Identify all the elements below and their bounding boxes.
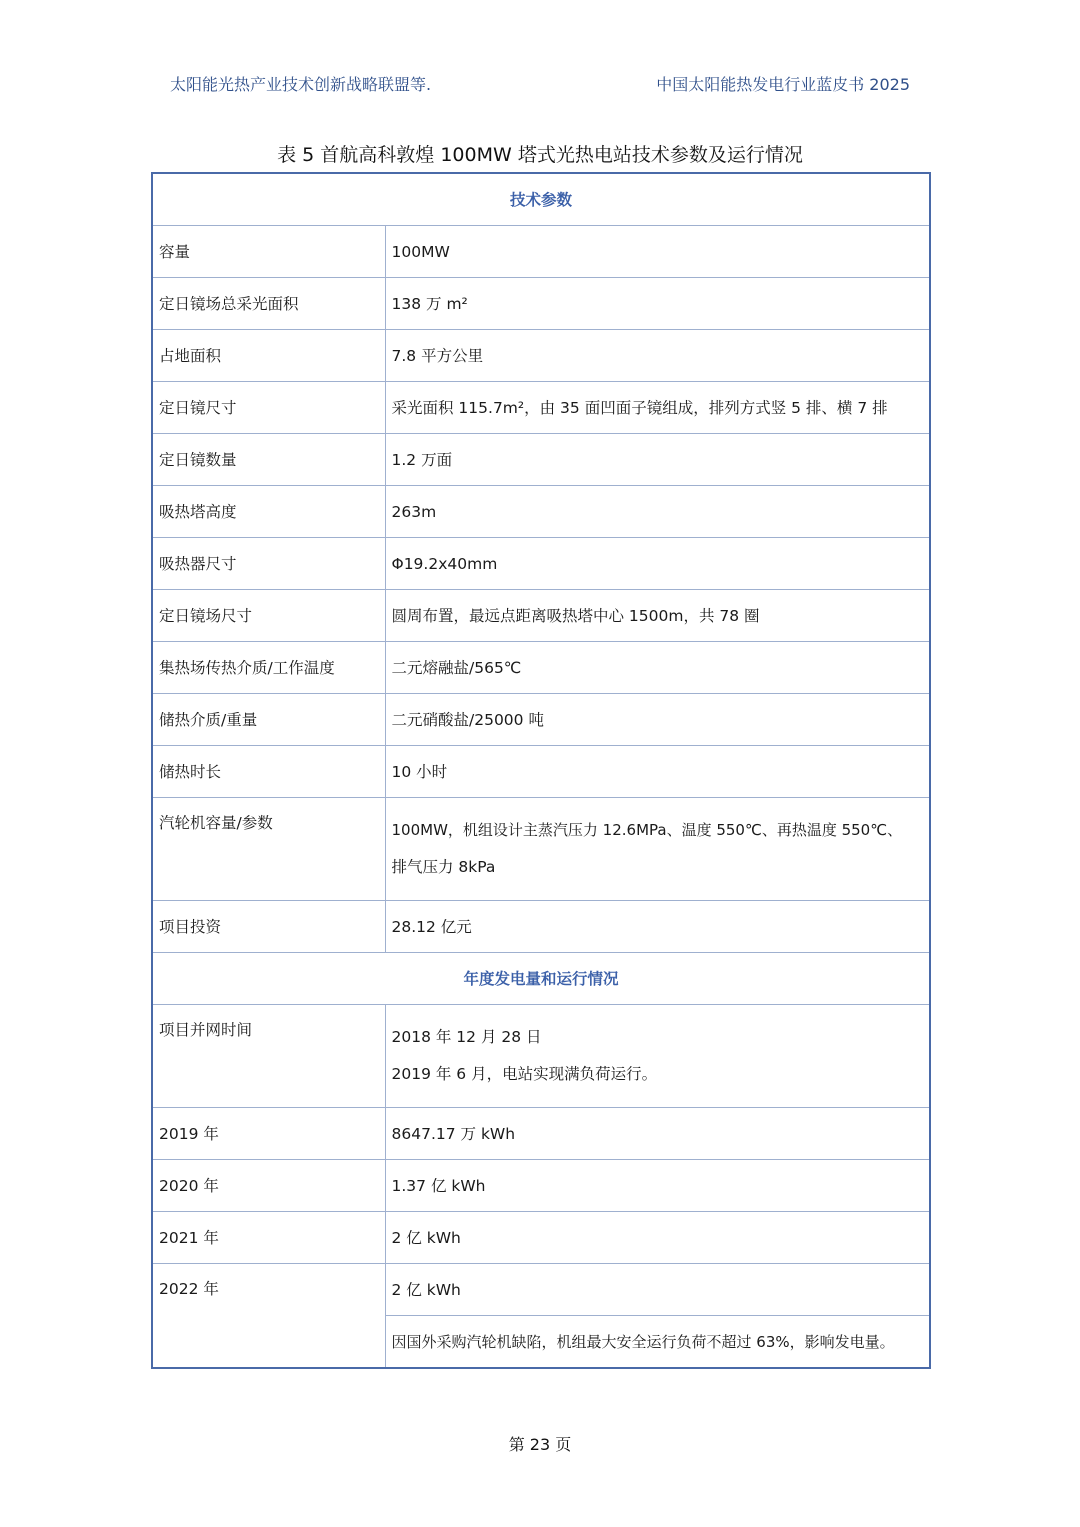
row-value: 2 亿 kWh	[385, 1264, 930, 1316]
row-key: 容量	[152, 226, 385, 278]
header-right-text: 中国太阳能热发电行业蓝皮书 2025	[656, 75, 910, 94]
row-value: 263m	[385, 486, 930, 538]
row-key: 集热场传热介质/工作温度	[152, 642, 385, 694]
section-title-operation: 年度发电量和运行情况	[152, 953, 930, 1005]
row-value: 28.12 亿元	[385, 901, 930, 953]
parameters-table	[151, 172, 931, 1369]
row-key: 2019 年	[152, 1108, 385, 1160]
row-key: 汽轮机容量/参数	[152, 798, 385, 901]
row-value: 1.37 亿 kWh	[385, 1160, 930, 1212]
row-value-line2: 排气压力 8kPa	[391, 858, 496, 876]
row-value: 1.2 万面	[385, 434, 930, 486]
table-row	[152, 538, 930, 590]
table-row	[152, 278, 930, 330]
table-row	[152, 590, 930, 642]
page-number: 第 23 页	[508, 1435, 572, 1454]
row-key: 2021 年	[152, 1212, 385, 1264]
operation-note: 因国外采购汽轮机缺陷，机组最大安全运行负荷不超过 63%，影响发电量。	[385, 1316, 930, 1369]
row-key: 吸热塔高度	[152, 486, 385, 538]
row-value-line1: 2018 年 12 月 28 日	[391, 1028, 542, 1046]
table-row	[152, 1264, 930, 1316]
row-key: 项目并网时间	[152, 1005, 385, 1108]
table-row	[152, 330, 930, 382]
table-row	[152, 798, 930, 901]
row-key: 项目投资	[152, 901, 385, 953]
row-value: 二元硝酸盐/25000 吨	[385, 694, 930, 746]
row-value: 二元熔融盐/565℃	[385, 642, 930, 694]
row-value-line2: 2019 年 6 月，电站实现满负荷运行。	[391, 1065, 658, 1083]
table-row	[152, 694, 930, 746]
row-value: 100MW	[385, 226, 930, 278]
table-title: 表 5 首航高科敦煌 100MW 塔式光热电站技术参数及运行情况	[277, 144, 803, 166]
section-title-technical: 技术参数	[152, 173, 930, 226]
row-key: 占地面积	[152, 330, 385, 382]
row-key: 2020 年	[152, 1160, 385, 1212]
table-row	[152, 901, 930, 953]
row-value	[385, 1005, 930, 1108]
section-header-row	[152, 173, 930, 226]
row-value: 圆周布置，最远点距离吸热塔中心 1500m，共 78 圈	[385, 590, 930, 642]
row-key: 储热介质/重量	[152, 694, 385, 746]
table-row	[152, 1005, 930, 1108]
table-row	[152, 1108, 930, 1160]
row-key: 定日镜场尺寸	[152, 590, 385, 642]
row-value: 10 小时	[385, 746, 930, 798]
row-value: 7.8 平方公里	[385, 330, 930, 382]
row-key: 定日镜场总采光面积	[152, 278, 385, 330]
row-value: 8647.17 万 kWh	[385, 1108, 930, 1160]
row-value-line1: 100MW，机组设计主蒸汽压力 12.6MPa、温度 550℃、再热温度 550℃、	[391, 821, 903, 839]
table-row	[152, 434, 930, 486]
section-header-row	[152, 953, 930, 1005]
table-row	[152, 1160, 930, 1212]
table-row	[152, 642, 930, 694]
table-row	[152, 226, 930, 278]
row-value: 2 亿 kWh	[385, 1212, 930, 1264]
row-key: 吸热器尺寸	[152, 538, 385, 590]
row-value: Φ19.2x40mm	[385, 538, 930, 590]
row-value	[385, 798, 930, 901]
row-key: 定日镜数量	[152, 434, 385, 486]
row-key: 2022 年	[152, 1264, 385, 1369]
row-value: 138 万 m²	[385, 278, 930, 330]
row-value: 采光面积 115.7m²，由 35 面凹面子镜组成，排列方式竖 5 排、横 7 排	[385, 382, 930, 434]
row-key: 储热时长	[152, 746, 385, 798]
table-row	[152, 1212, 930, 1264]
table-row	[152, 486, 930, 538]
table-row	[152, 382, 930, 434]
header-left-text: 太阳能光热产业技术创新战略联盟等.	[170, 75, 432, 94]
row-key: 定日镜尺寸	[152, 382, 385, 434]
table-row	[152, 746, 930, 798]
